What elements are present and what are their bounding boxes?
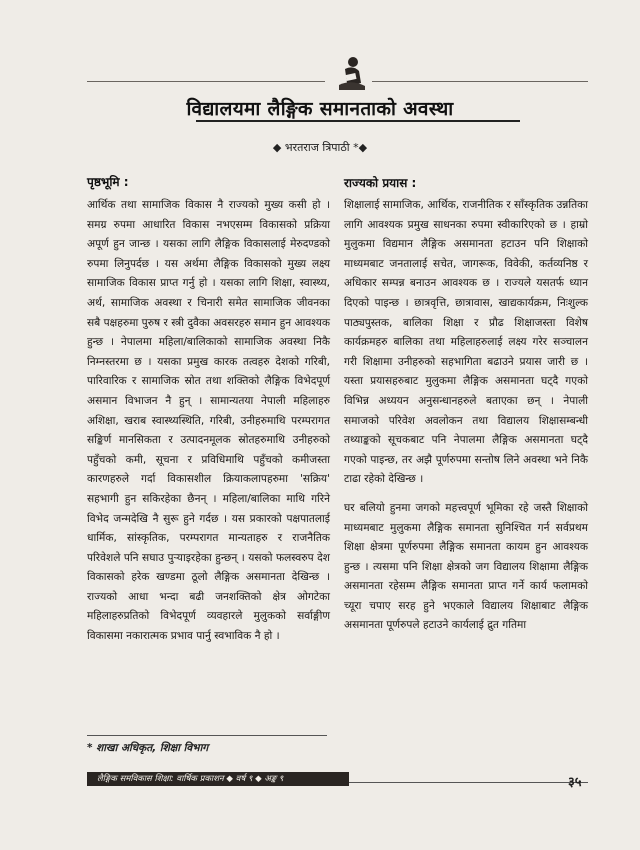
section-heading-background: पृष्ठभूमि : bbox=[87, 175, 129, 189]
paragraph: शिक्षालाई सामाजिक, आर्थिक, राजनीतिक र साँस्कृतिक उन्नतिका लागि आवश्यक प्रमुख साधनका रुपमा स्वीकारिएको छ । हाम्रो मुलुकमा विद्यमान लैङ्गिक असमानता हटाउन पनि शिक्षाको माध्यमबाट जनतालाई सचेत, जागरूक, विवेकी, कर्तव्यनिष्ठ र अधिकार सम्पन्न बनाउन आवश्यक छ । राज्यले यसतर्फ ध्यान दिएको पाइन्छ । छात्रवृत्ति, छात्रावास, खाद्यकार्यक्रम, निःशुल्क पाठ्यपुस्तक, बालिका शिक्षा र प्रौढ शिक्षाजस्ता विशेष कार्यक्रमहरु बालिका तथा महिलाहरुलाई लक्ष्य गरेर सञ्चालन गरी शिक्षामा उनीहरुको सहभागिता बढाउने प्रयास जारी छ । यस्ता प्रयासहरुबाट मुलुकमा लैङ्गिक असमानता घट्दै गएको विभिन्न अध्ययन अनुसन्धानहरुले बताएका छन् । नेपाली समाजको परिवेश अवलोकन तथा विद्यालय शिक्षासम्बन्धी तथ्याङ्कको सूचकबाट पनि नेपालमा लैङ्गिक असमानता घट्दै गएको पाइन्छ, तर अझै पूर्णरुपमा सन्तोष लिने अवस्था भने निकै टाढा रहेको देखिन्छ । bbox=[344, 199, 588, 486]
section-heading-state-effort: राज्यको प्रयास : bbox=[344, 176, 417, 190]
article-title: विद्यालयमा लैङ्गिक समानताको अवस्था bbox=[186, 98, 454, 120]
footnote-rule bbox=[87, 735, 327, 736]
left-column bbox=[87, 196, 330, 656]
paragraph: आर्थिक तथा सामाजिक विकास नै राज्यको मुख्य कसी हो । समग्र रुपमा आधारित विकास नभएसम्म विकासको प्रक्रिया अपूर्ण हुन जान्छ । यसका लागि लैङ्गिक विकासलाई मेरुदण्डको रुपमा लिनुपर्दछ । यस अर्थमा लैङ्गिक विकासको मुख्य लक्ष्य सामाजिक विकास प्राप्त गर्नु हो । यसका लागि शिक्षा, स्वास्थ्य, अर्थ, सामाजिक अवस्था र चिनारी समेत सामाजिक जीवनका सबै पक्षहरुमा पुरुष र स्त्री दुवैका अवसरहरु समान हुन आवश्यक हुन्छ । नेपालमा महिला/बालिकाको सामाजिक अवस्था निकै निम्नस्तरमा छ । यसका प्रमुख कारक तत्वहरु देशको गरिबी, पारिवारिक र सामाजिक स्रोत तथा शक्तिको लैङ्गिक विभेदपूर्ण असमान विभाजन नै हुन् । सामान्यतया नेपाली महिलाहरु अशिक्षा, खराब स्वास्थ्यस्थिति, गरिबी, उनीहरुमाथि परम्परागत सङ्किर्ण मानसिकता र उत्पादनमूलक स्रोतहरुमाथि उनीहरुको पहुँचको कमी, सूचना र प्रविधिमाथि पहुँचको कमीजस्ता कारणहरुले गर्दा विकासशील क्रियाकलापहरुमा 'सक्रिय' सहभागी हुन सकिरहेका छैनन् । महिला/बालिका माथि गरिने विभेद जन्मदेखि नै सुरू हुने गर्दछ । यस प्रकारको पक्षपातलाई धार्मिक, सांस्कृतिक, परम्परागत मान्यताहरु र राजनैतिक परिवेशले पनि सघाउ पुऱ्याइरहेका हुन्छन् । यसको फलस्वरुप देश विकासको हरेक खण्डमा ठूलो लैङ्गिक असमानता देखिन्छ । राज्यको आधा भन्दा बढी जनशक्तिको क्षेत्र ओगटेका महिलाहरुप्रतिको विभेदपूर्ण व्यवहारले मुलुकको सर्वाङ्गीण विकासमा नकारात्मक प्रभाव पार्नु स्वभाविक नै हो । bbox=[87, 199, 330, 643]
title-underline bbox=[196, 120, 520, 122]
reading-figure-icon bbox=[333, 55, 369, 95]
footnote: * शाखा अधिकृत, शिक्षा विभाग bbox=[87, 742, 209, 754]
author-byline: ◆ भरतराज त्रिपाठी *◆ bbox=[272, 141, 368, 154]
paragraph: घर बलियो हुनमा जगको महत्त्वपूर्ण भूमिका रहे जस्तै शिक्षाको माध्यमबाट मुलुकमा लैङ्गिक समानता सुनिश्चित गर्न सर्वप्रथम शिक्षा क्षेत्रमा पूर्णरुपमा लैङ्गिक समानता कायम हुन आवश्यक हुन्छ । त्यसमा पनि शिक्षा क्षेत्रको जग विद्यालय शिक्षामा लैङ्गिक असमानता रहेसम्म लैङ्गिक समानता प्राप्त गर्ने कार्य फलामको च्यूरा चपाए सरह हुने भएकाले विद्यालय शिक्षाबाट लैङ्गिक असमानता पूर्णरुपले हटाउने कार्यलाई द्रुत गतिमा bbox=[344, 501, 588, 632]
page-number: ३५ bbox=[568, 775, 582, 790]
right-column bbox=[344, 196, 588, 645]
footer-publication-bar: लैङ्गिक समविकास शिक्षा: वार्षिक प्रकाशन ◆ वर्ष ९ ◆ अङ्क ९ bbox=[87, 772, 349, 786]
header-rule-left bbox=[87, 81, 325, 82]
header-rule-right bbox=[372, 81, 588, 82]
footer-rule bbox=[349, 782, 588, 783]
